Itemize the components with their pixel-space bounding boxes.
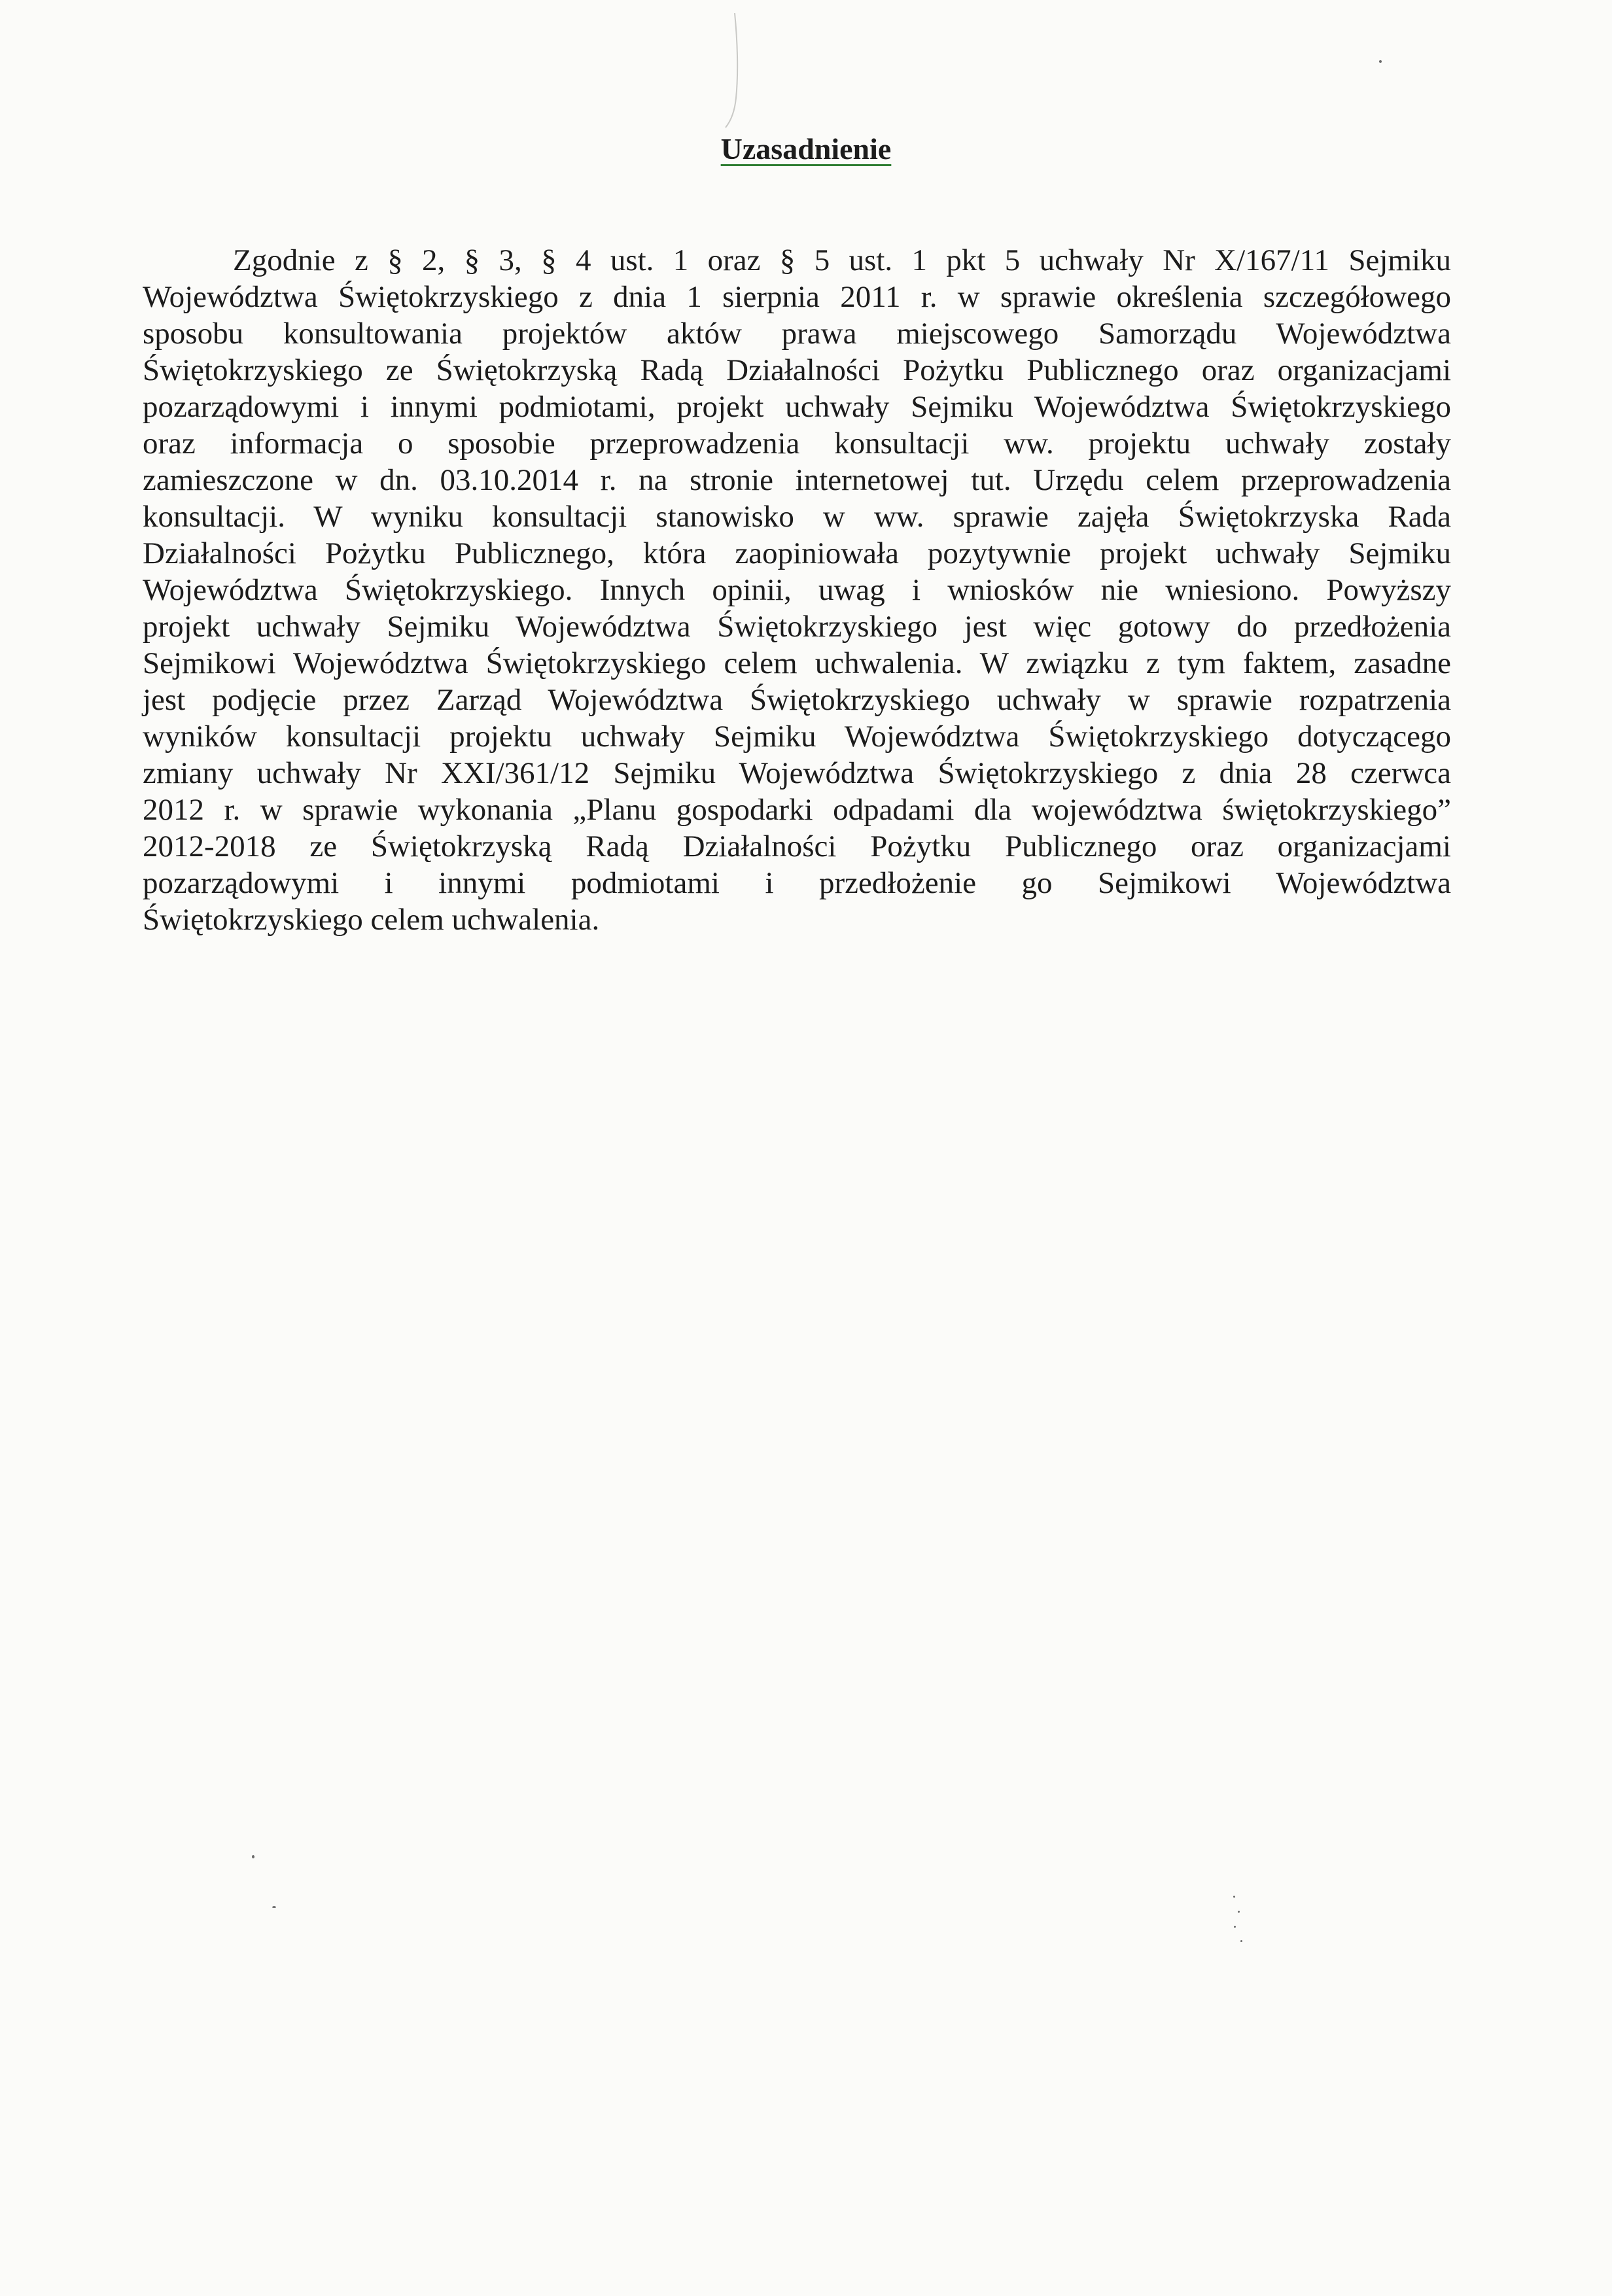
paragraph-line: wyników konsultacji projektu uchwały Sejmiku Województwa Świętokrzyskiego dotyczącego bbox=[143, 720, 1451, 754]
paragraph-line: Działalności Pożytku Publicznego, która zaopiniowała pozytywnie projekt uchwały Sejmiku bbox=[143, 536, 1451, 570]
paragraph-line: pozarządowymi i innymi podmiotami i przedłożenie go Sejmikowi Województwa bbox=[143, 866, 1451, 900]
scan-speck bbox=[1379, 60, 1382, 63]
scan-speck bbox=[272, 1906, 276, 1908]
scan-speck bbox=[1238, 1911, 1240, 1913]
paragraph-line: 2012 r. w sprawie wykonania „Planu gospodarki odpadami dla województwa świętokrzyskiego” bbox=[143, 793, 1451, 827]
paragraph-line: 2012-2018 ze Świętokrzyską Radą Działalności Pożytku Publicznego oraz organizacjami bbox=[143, 829, 1451, 863]
justification-paragraph bbox=[143, 242, 1451, 938]
paragraph-line: Zgodnie z § 2, § 3, § 4 ust. 1 oraz § 5 ust. 1 pkt 5 uchwały Nr X/167/11 Sejmiku bbox=[233, 243, 1451, 277]
paragraph-line: Świętokrzyskiego ze Świętokrzyską Radą Działalności Pożytku Publicznego oraz organizacjami bbox=[143, 353, 1451, 387]
paragraph-line: pozarządowymi i innymi podmiotami, projekt uchwały Sejmiku Województwa Świętokrzyskiego bbox=[143, 390, 1451, 424]
paragraph-line: konsultacji. W wyniku konsultacji stanowisko w ww. sprawie zajęła Świętokrzyska Rada bbox=[143, 500, 1451, 534]
scan-artifact-mark bbox=[723, 13, 743, 131]
document-title-text: Uzasadnienie bbox=[720, 132, 892, 165]
paragraph-line: oraz informacja o sposobie przeprowadzenia konsultacji ww. projektu uchwały zostały bbox=[143, 426, 1451, 461]
paragraph-line: Województwa Świętokrzyskiego. Innych opinii, uwag i wniosków nie wniesiono. Powyższy bbox=[143, 573, 1451, 607]
scan-speck bbox=[252, 1855, 254, 1858]
scan-speck bbox=[1240, 1940, 1242, 1942]
paragraph-line: jest podjęcie przez Zarząd Województwa Świętokrzyskiego uchwały w sprawie rozpatrzenia bbox=[143, 683, 1451, 717]
paragraph-line: Sejmikowi Województwa Świętokrzyskiego celem uchwalenia. W związku z tym faktem, zasadne bbox=[143, 646, 1451, 680]
paragraph-line: zamieszczone w dn. 03.10.2014 r. na stronie internetowej tut. Urzędu celem przeprowadzenia bbox=[143, 463, 1451, 497]
paragraph-line: sposobu konsultowania projektów aktów prawa miejscowego Samorządu Województwa bbox=[143, 317, 1451, 351]
paragraph-line: Województwa Świętokrzyskiego z dnia 1 sierpnia 2011 r. w sprawie określenia szczegółowego bbox=[143, 280, 1451, 314]
document-title bbox=[0, 130, 1612, 169]
scan-speck bbox=[1233, 1896, 1235, 1898]
paragraph-line: Świętokrzyskiego celem uchwalenia. bbox=[143, 903, 600, 937]
paragraph-line: projekt uchwały Sejmiku Województwa Świętokrzyskiego jest więc gotowy do przedłożenia bbox=[143, 610, 1451, 644]
paragraph-line: zmiany uchwały Nr XXI/361/12 Sejmiku Województwa Świętokrzyskiego z dnia 28 czerwca bbox=[143, 756, 1451, 790]
scan-speck bbox=[1234, 1926, 1236, 1928]
